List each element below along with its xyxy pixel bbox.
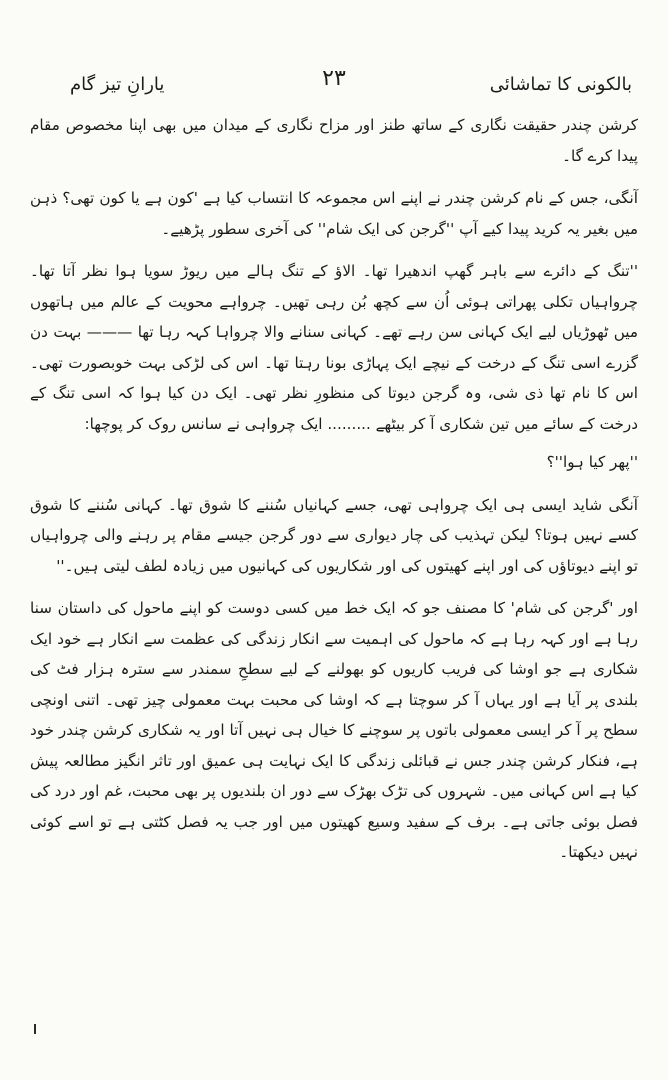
paragraph-5: آنگی شاید ایسی ہی ایک چرواہی تھی، جسے کہانیاں سُننے کا شوق تھا۔ کہانی سُننے کا شوق کسے نہیں ہوتا؟ لیکن تہذیب کی چار دیواری سے دور گرجن جیسے مقام پر رہنے والی چرواہیاں تو اپنے دیوتاؤں کی اور اپنے کھیتوں کی اور شکاریوں کی کہانیوں میں زیادہ لطف لیتی ہیں۔''	[30, 495, 638, 575]
paragraph-2: آنگی، جس کے نام کرشن چندر نے اپنے اس مجموعہ کا انتساب کیا ہے 'کون ہے یا کون تھی؟ ذہن میں بغیر یہ کرید پیدا کیے آپ ''گرجن کی ایک شام'' کی آخری سطور پڑھیے۔	[30, 189, 638, 238]
paragraph-4-question: ''پھر کیا ہوا''؟	[546, 453, 638, 471]
page-number: ۲۳	[322, 66, 346, 91]
running-head-left: بالکونی کا تماشائی	[489, 74, 632, 95]
running-head-right: یارانِ تیز گام	[70, 74, 165, 95]
page-header	[26, 62, 642, 110]
paragraph-1: کرشن چندر حقیقت نگاری کے ساتھ طنز اور مزاح نگاری کے میدان میں بھی اپنا مخصوص مقام پیدا کرے گا۔	[30, 116, 638, 165]
paragraph-3-quote: ''تنگ کے دائرے سے باہر گھپ اندھیرا تھا۔ الاؤ کے تنگ ہالے میں ریوڑ سویا ہوا نظر آتا تھا۔ چرواہیاں تکلی پھراتی ہوئی اُن سے کچھ بُن رہی تھیں۔ چرواہے محویت کے عالم میں ہاتھوں میں ٹھوڑیاں لیے ایک کہانی سن رہے تھے۔ کہانی سنانے والا چرواہا کہہ رہا تھا ——— بہت دن گزرے اسی تنگ کے درخت کے نیچے ایک پہاڑی بونا رہتا تھا۔ اس کی لڑکی بہت خوبصورت تھی۔ اس کا نام تھا ذی شی، وہ گرجن دیوتا کی منظورِ نظر تھی۔ ایک دن کیا ہوا کہ اسی تنگ کے درخت کے سائے میں تین شکاری آ کر بیٹھے ......... ایک چرواہی نے سانس روک کر پوچھا:	[30, 262, 638, 433]
paragraph-6: اور 'گرجن کی شام' کا مصنف جو کہ ایک خط میں کسی دوست کو اپنے ماحول کی داستان سنا رہا ہے اور کہہ رہا ہے کہ ماحول کی اہمیت سے انکار زندگی کی عظمت سے انکار ہے خود ایک شکاری ہے جو اوشا کی فریب کاریوں کو بھولنے کے لیے سطحِ سمندر سے سترہ ہزار فٹ کی بلندی پر آیا ہے اور یہاں آ کر سوچتا ہے کہ اوشا کی محبت بہت معمولی چیز تھی۔ اتنی اونچی سطح پر آ کر ایسی معمولی باتوں پر سوچنے کا خیال ہی نہیں آتا اور یہ شکاری کرشن چندر خود ہے، فنکار کرشن چندر جس نے قبائلی زندگی کا ایک نہایت ہی عمیق اور تاثر انگیز مطالعہ پیش کیا ہے اس کہانی میں۔ شہروں کی تڑک بھڑک سے دور ان بلندیوں پر بھی محبت، غم اور درد کی فصل بوئی جاتی ہے۔ برف کے سفید وسیع کھیتوں میں اور جب یہ فصل کٹتی ہے تو اسے کوئی نہیں دیکھتا۔	[30, 599, 638, 861]
page-edge-mark	[34, 1024, 36, 1034]
page-body	[26, 110, 642, 868]
